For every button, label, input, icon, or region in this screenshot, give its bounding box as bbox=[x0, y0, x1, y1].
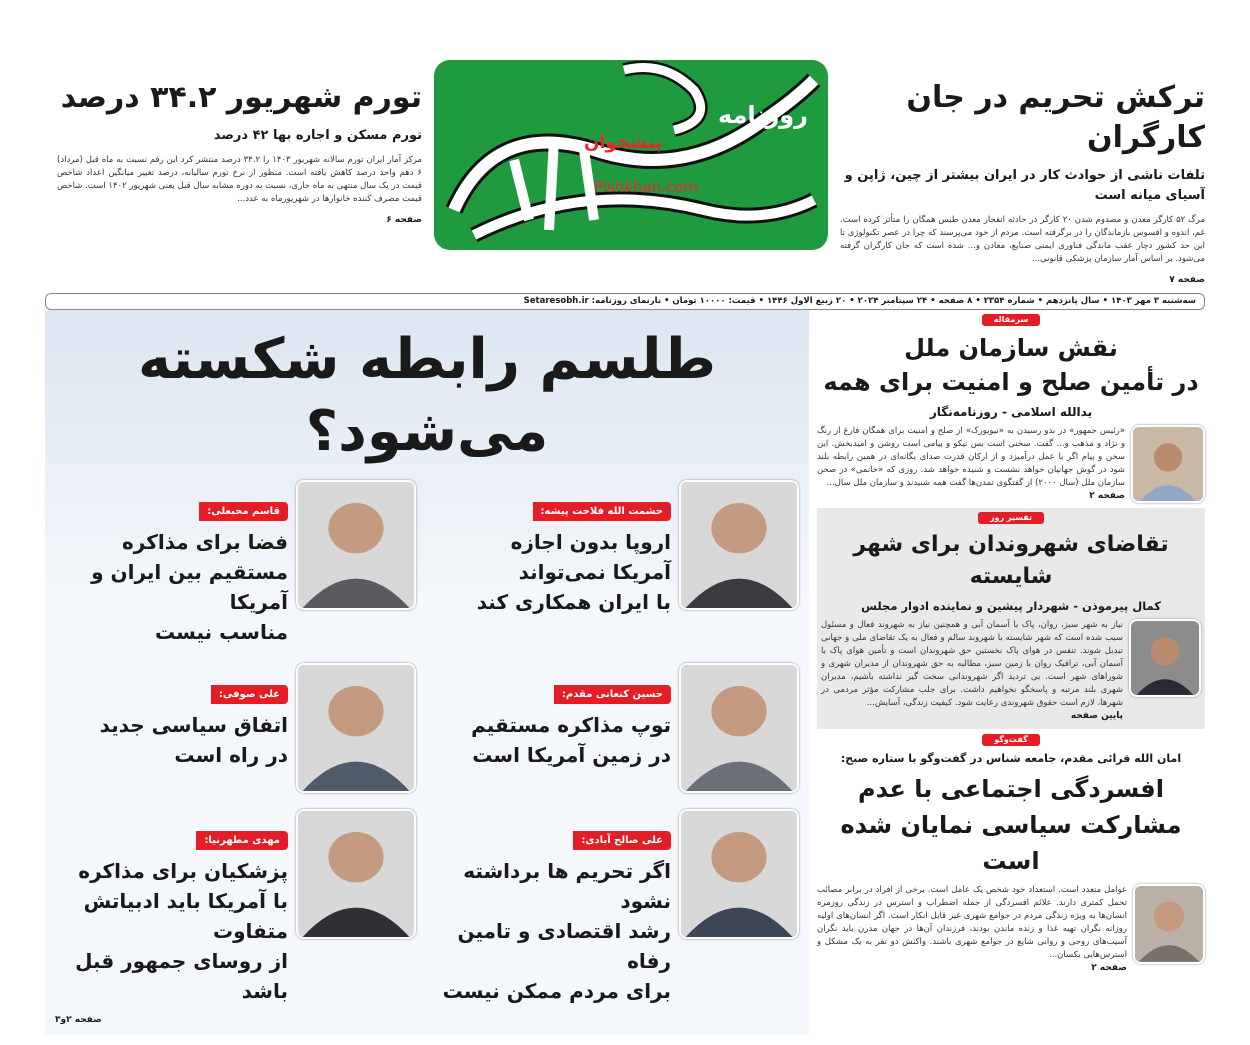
person-photo-icon bbox=[681, 482, 797, 608]
interviewee-name-tag: حسین کنعانی مقدم: bbox=[554, 685, 671, 704]
editorial-author: یدالله اسلامی - روزنامه‌نگار bbox=[929, 405, 1093, 419]
watermark-url: Pishkhan.com bbox=[594, 178, 698, 196]
interview-quote-line: مستقیم بین ایران و آمریکا bbox=[91, 560, 288, 614]
left-story-page-ref[interactable]: صفحه ۶ bbox=[386, 215, 422, 225]
commentary-content bbox=[821, 619, 1201, 723]
interview-label: گفت‌وگو bbox=[982, 734, 1040, 746]
right-story-headline[interactable]: ترکش تحریم در جان کارگران bbox=[906, 80, 1205, 155]
person-photo-icon bbox=[1131, 621, 1199, 695]
interview-kicker: امان الله قرائی مقدم، جامعه شناس در گفت‌وگو با ستاره صبح: bbox=[840, 752, 1182, 765]
interviewee-name-tag: حشمت الله فلاحت پیشه: bbox=[533, 502, 671, 521]
interview-headline[interactable] bbox=[817, 771, 1205, 879]
interview-quote[interactable] bbox=[438, 527, 671, 617]
editorial-headline-line: در تأمین صلح و امنیت برای همه bbox=[823, 368, 1199, 396]
interview-quote[interactable] bbox=[438, 856, 671, 1006]
interview-quote[interactable] bbox=[55, 710, 288, 770]
interview-text bbox=[55, 480, 288, 647]
interview-item bbox=[55, 480, 416, 647]
interview-text bbox=[55, 663, 288, 770]
editorial-headline-line: نقش سازمان ملل bbox=[904, 334, 1118, 362]
interview-quote[interactable] bbox=[55, 856, 288, 1006]
interviewee-name-tag: قاسم محبعلی: bbox=[199, 502, 288, 521]
commentary-page-ref[interactable]: پایین صفحه bbox=[1070, 711, 1123, 721]
main-page-ref[interactable]: صفحه ۲و۳ bbox=[55, 1015, 102, 1025]
commentary-headline[interactable]: تقاضای شهروندان برای شهر شایسته bbox=[853, 532, 1169, 589]
interviewee-photo bbox=[296, 663, 416, 793]
person-photo-icon bbox=[298, 665, 414, 791]
interview-quote-line: اگر تحریم ها برداشته نشود bbox=[463, 859, 671, 913]
right-story-subhead: تلفات ناشی از حوادث کار در ایران بیشتر از چین، ژاپن و آسیای میانه است bbox=[844, 168, 1205, 203]
right-story-page-ref[interactable]: صفحه ۷ bbox=[1169, 275, 1205, 285]
interviewee-photo bbox=[296, 809, 416, 939]
editorial-content bbox=[817, 425, 1205, 503]
interview-quote-line: رشد اقتصادی و تامین رفاه bbox=[457, 919, 671, 973]
editorial-headline[interactable] bbox=[817, 331, 1205, 399]
commentary-label: تفسیر روز bbox=[978, 512, 1044, 524]
interviewee-name-tag: مهدی مطهرنیا: bbox=[196, 831, 288, 850]
interview-headline-line: افسردگی اجتماعی با عدم bbox=[858, 775, 1164, 803]
person-photo-icon bbox=[1135, 886, 1203, 962]
interview-quote-line: برای مردم ممکن نیست bbox=[442, 979, 671, 1003]
interview-text bbox=[438, 809, 671, 1006]
left-story bbox=[57, 60, 422, 227]
editorial-page-ref[interactable]: صفحه ۲ bbox=[1089, 491, 1125, 501]
left-story-headline[interactable]: تورم شهریور ۳۴.۲ درصد bbox=[60, 80, 422, 115]
interview-quote[interactable] bbox=[55, 527, 288, 647]
interview-text bbox=[438, 480, 671, 617]
logo-prefix: روزنامه bbox=[718, 101, 808, 129]
interviewee-name-tag: علی صالح آبادی: bbox=[573, 831, 671, 850]
interview-quote-line: در زمین آمریکا است bbox=[472, 743, 671, 767]
interview-quote-line: فضا برای مذاکره bbox=[121, 530, 288, 554]
masthead-logo[interactable] bbox=[434, 60, 828, 250]
interview-quote-line: با ایران همکاری کند bbox=[476, 590, 671, 614]
interview-body: عوامل متعدد است. استعداد خود شخص یک عامل است. برخی از افراد در برابر مصائب تحمل کمتری دارند. علائم افسردگی از جمله اضطراب و استرس در زندگی روزمره انسان‌ها به ویژه زندگی مردم در جوامع شهری غیر قابل انکار است. اگر انسان‌های اولیه روزانه نگران تهیه غذا و زنده ماندن بودند، فرزندان آن‌ها در جهان مدرن باید نگران آسیب‌های روحی و روانی شایع در جوامع شهری باشند. واکنش دو نفر به یک مشکل و استرس‌هایی یکسان... bbox=[817, 885, 1127, 960]
interview-quote-line: آمریکا نمی‌تواند bbox=[518, 560, 671, 584]
interviewee-photo bbox=[679, 663, 799, 793]
right-column bbox=[817, 310, 1205, 1035]
interviewee-photo bbox=[296, 480, 416, 610]
commentary-author-photo bbox=[1129, 619, 1201, 697]
interviewee-photo bbox=[1133, 884, 1205, 964]
editorial-author-photo bbox=[1131, 425, 1205, 503]
interviews-grid bbox=[55, 480, 799, 1006]
commentary-body: نیاز به شهر سبز، روان، پاک با آسمان آبی و همچنین نیاز به شهروند فعال و مسئول سبب شده است که شهر شایسته با شهروند سالم و فعال به یک تقاضای ملی و جهانی تبدیل شوند. تنفس در هوای پاک نخستین حق شهروندان است و تأمین هوای پاک با آسمان آبی، ترافیک روان با زمین سبز، مطالبه به حق شهروندان از مدیران شهری و شوراهای شهر است. بی تردید اگر شهروندانی سخت گیر نداشته باشیم، مدیران شهری بلند مرتبه و پاسخگو نخواهیم داشت. برای جلب مشارکت مؤثر مردمی در شهرها، لازم است حقوق شهروندی رعایت شود. کیفیت زندگی، آسایش... bbox=[821, 620, 1123, 708]
interview-item bbox=[55, 663, 416, 793]
left-story-body: مرکز آمار ایران تورم سالانه شهریور ۱۴۰۳ را ۳۴.۲ درصد منتشر کرد این رقم نسبت به ماه قبل (مرداد) ۶ دهم واحد درصد کاهش یافته است. منظور از نرخ تورم سالیانه، درصد تغییر میانگین اعداد شاخص قیمت در یک سال منتهی به ماه جاری، نسبت به دوره مشابه سال قبل یعنی شهریور ۱۴۰۲ است. شاخص قیمت مصرف کننده خانوارها در شهریورماه به عدد... bbox=[57, 155, 422, 204]
main-section bbox=[45, 310, 809, 1035]
interview-headline-line: مشارکت سیاسی نمایان شده است bbox=[840, 811, 1182, 875]
interview-quote[interactable] bbox=[438, 710, 671, 770]
interview-item bbox=[438, 663, 799, 793]
header bbox=[45, 0, 1205, 287]
interviewee-name-tag: علی صوفی: bbox=[211, 685, 288, 704]
lower-section bbox=[45, 310, 1205, 1035]
interviewee-photo bbox=[679, 809, 799, 939]
interview-content bbox=[817, 884, 1205, 975]
left-story-subhead: تورم مسکن و اجاره بها ۴۲ درصد bbox=[213, 128, 422, 143]
right-story bbox=[840, 60, 1205, 287]
interview-item bbox=[438, 480, 799, 647]
interview-item bbox=[438, 809, 799, 1006]
interview-text bbox=[55, 809, 288, 1006]
person-photo-icon bbox=[298, 811, 414, 937]
interview-page-ref[interactable]: صفحه ۲ bbox=[1091, 963, 1127, 973]
interview-quote-line: در راه است bbox=[174, 743, 288, 767]
person-photo-icon bbox=[681, 665, 797, 791]
editorial-body: «رئیس جمهور» در بدو رسیدن به «نیویورک» از صلح و امنیت برای همگان فارغ از رنگ و نژاد و مذهب و... گفت. سخنی است بس نیکو و پیامی است روشن و امیدبخش. این سخن و پیام اگر با عمل درآمیزد و از ارکان قدرت صدای یگانه‌ای در همین رابطه بلند شود در گوش جهانیان خواهد نشست و شنیده خواهد شد. روزی که «خاتمی» در صحن سازمان ملل (سال ۲۰۰۰) از گفتگوی تمدن‌ها گفت همه شنیدند و سازمان ملل سال... bbox=[817, 426, 1125, 488]
interview-quote-line: پزشکیان برای مذاکره bbox=[78, 859, 288, 883]
person-photo-icon bbox=[298, 482, 414, 608]
interview-quote-line: مناسب نیست bbox=[154, 620, 288, 644]
interview-text bbox=[438, 663, 671, 770]
interviewee-photo bbox=[679, 480, 799, 610]
person-photo-icon bbox=[681, 811, 797, 937]
interview-item bbox=[55, 809, 416, 1006]
interview-quote-line: اروپا بدون اجازه bbox=[510, 530, 671, 554]
main-headline[interactable]: طلسم رابطه شکسته می‌شود؟ bbox=[138, 327, 716, 464]
interview-quote-line: از روسای جمهور قبل باشد bbox=[75, 949, 288, 1003]
right-story-body: مرگ ۵۲ کارگر معدن و مصدوم شدن ۲۰ کارگر در حادثه انفجار معدن طبس همگان را متأثر کرده است. غم، اندوه و افسوس بازماندگان را در برگرفته است. مردم از خود می‌پرسند که چرا در عصر تکنولوژی تا این حد کشور دچار عقب ماندگی فناوری ایمنی صنایع، معادن و... شده است که جان کارگران گرفته می‌شود. بر اساس آمار سازمان پزشکی قانونی... bbox=[840, 215, 1205, 264]
interview-quote-line: با آمریکا باید ادبیاتش متفاوت bbox=[83, 889, 288, 943]
watermark: پیشخوان bbox=[584, 132, 663, 153]
editorial-label: سرمقاله bbox=[982, 314, 1040, 326]
interview-quote-line: اتفاق سیاسی جدید bbox=[99, 713, 288, 737]
commentary-box bbox=[817, 508, 1205, 729]
logo-calligraphy-icon bbox=[434, 60, 828, 250]
date-bar: سه‌شنبه ۳ مهر ۱۴۰۳ • سال پانزدهم • شماره ۲۳۵۴ • ۸ صفحه • ۲۴ سپتامبر ۲۰۲۴ • ۲۰ ربیع الاول ۱۴۴۶ • قیمت: ۱۰۰۰۰ تومان • تارنمای روزنامه: Setaresobh.ir bbox=[45, 293, 1205, 310]
person-photo-icon bbox=[1133, 427, 1203, 501]
commentary-author: کمال پیرموذن - شهردار پیشین و نماینده ادوار مجلس bbox=[861, 599, 1161, 613]
interview-quote-line: توپ مذاکره مستقیم bbox=[471, 713, 671, 737]
